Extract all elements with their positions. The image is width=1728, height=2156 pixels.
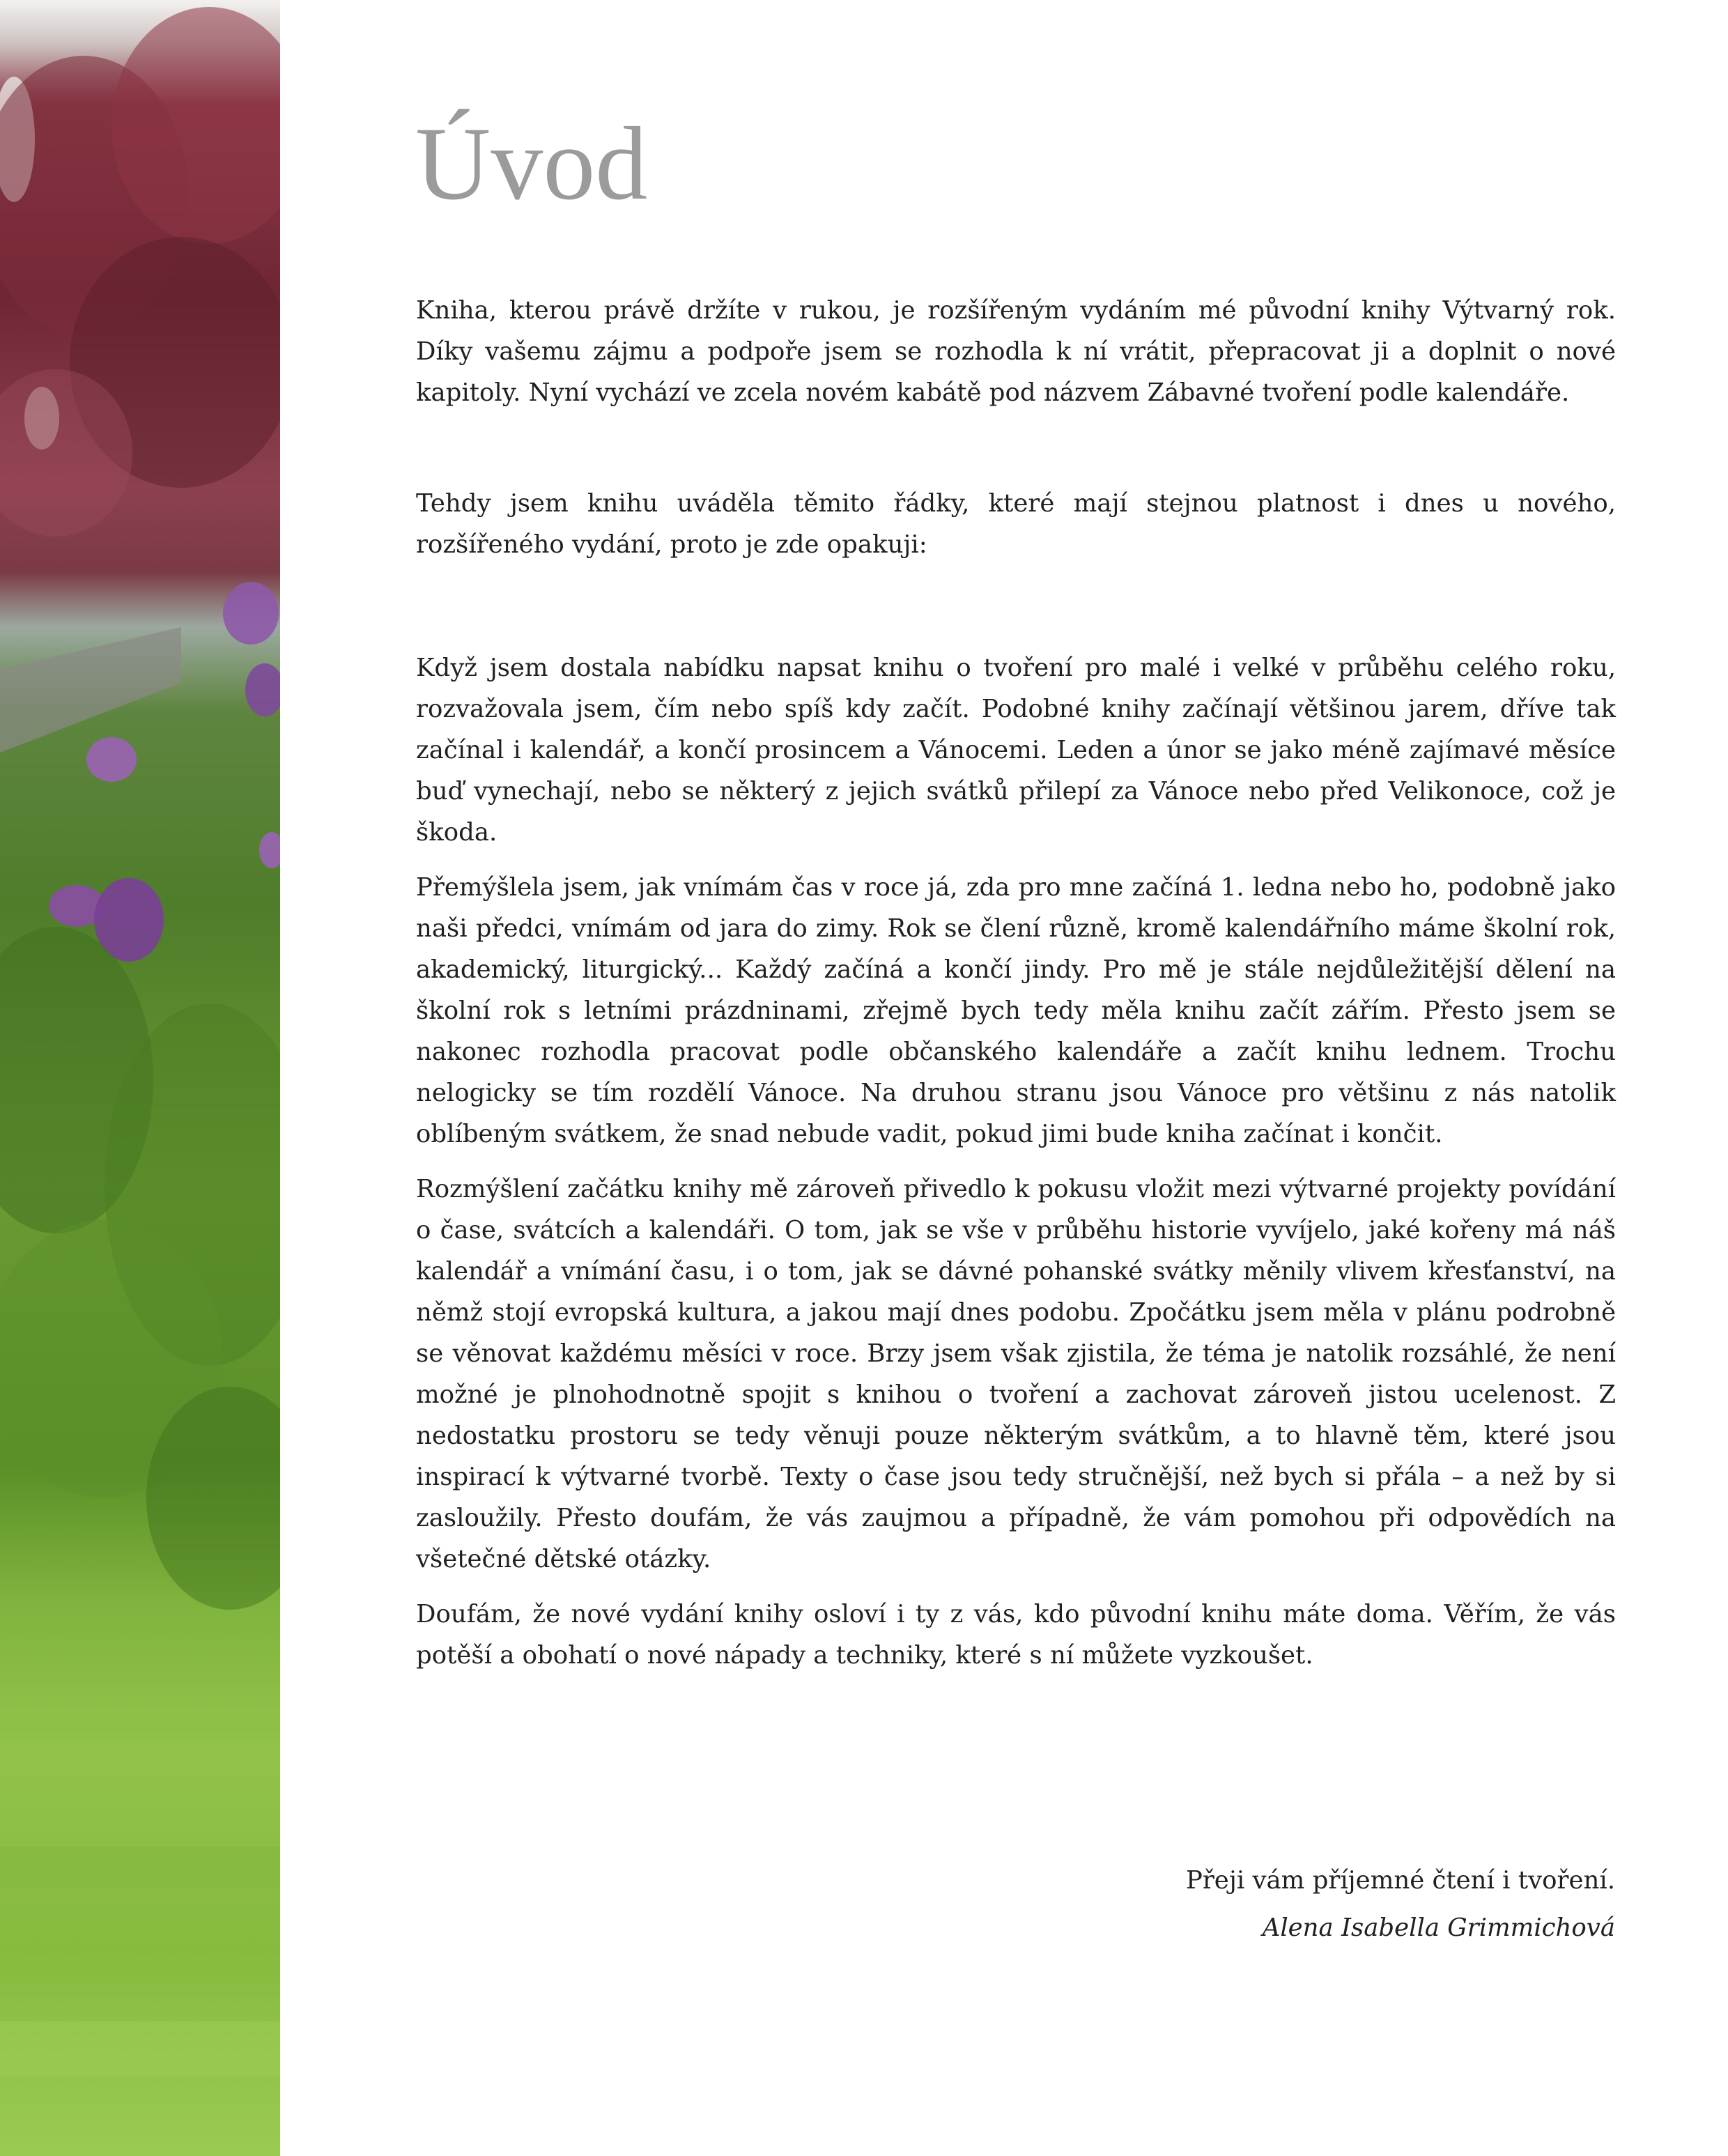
closing-wish: Přeji vám příjemné čtení i tvoření. <box>1185 1866 1615 1895</box>
body-text <box>416 290 1616 1676</box>
author-signature: Alena Isabella Grimmichová <box>1262 1914 1615 1942</box>
paragraph: Doufám, že nové vydání knihy osloví i ty z vás, kdo původní knihu máte doma. Věřím, že vás potěší a obohatí o nové nápady a techniky, které s ní můžete vyzkoušet. <box>416 1600 1616 1670</box>
garden-photo-strip <box>0 0 280 2156</box>
paragraph: Kniha, kterou právě držíte v rukou, je rozšířeným vydáním mé původní knihy Výtvarný rok. Díky vašemu zájmu a podpoře jsem se rozhodla k ní vrátit, přepracovat ji a doplnit o nové kapitoly. Nyní vychází ve zcela novém kabátě pod názvem Zábavné tvoření podle kalendáře. <box>416 296 1616 407</box>
paragraph: Tehdy jsem knihu uváděla těmito řádky, které mají stejnou platnost i dnes u nového, rozšířeného vydání, proto je zde opakuji: <box>416 489 1616 559</box>
paragraph: Když jsem dostala nabídku napsat knihu o tvoření pro malé i velké v průběhu celého roku, rozvažovala jsem, čím nebo spíš kdy začít. Podobné knihy začínají většinou jarem, dříve tak začínal i kalendář, a končí prosincem a Vánocemi. Leden a únor se jako méně zajímavé měsíce buď vynechají, nebo se některý z jejich svátků přilepí za Vánoce nebo před Velikonoce, což je škoda. <box>416 654 1616 847</box>
page-title: Úvod <box>415 106 648 222</box>
paragraph: Přemýšlela jsem, jak vnímám čas v roce já, zda pro mne začíná 1. ledna nebo ho, podobně jako naši předci, vnímám od jara do zimy. Rok se člení různě, kromě kalendářního máme školní rok, akademický, liturgický... Každý začíná a končí jindy. Pro mě je stále nejdůležitější dělení na školní rok s letními prázdninami, zřejmě bych tedy měla knihu začít zářím. Přesto jsem se nakonec rozhodla pracovat podle občanského kalendáře a začít knihu lednem. Trochu nelogicky se tím rozdělí Vánoce. Na druhou stranu jsou Vánoce pro většinu z nás natolik oblíbeným svátkem, že snad nebude vadit, pokud jimi bude kniha začínat i končit. <box>416 873 1616 1148</box>
closing-block <box>1186 1857 1615 1952</box>
garden-photo-illustration <box>0 0 280 2156</box>
paragraph: Rozmýšlení začátku knihy mě zároveň přivedlo k pokusu vložit mezi výtvarné projekty povídání o čase, svátcích a kalendáři. O tom, jak se vše v průběhu historie vyvíjelo, jaké kořeny má náš kalendář a vnímání času, i o tom, jak se dávné pohanské svátky měnily vlivem křesťanství, na němž stojí evropská kultura, a jakou mají dnes podobu. Zpočátku jsem měla v plánu podrobně se věnovat každému měsíci v roce. Brzy jsem však zjistila, že téma je natolik rozsáhlé, že není možné je plnohodnotně spojit s knihou o tvoření a zachovat zároveň jistou ucelenost. Z nedostatku prostoru se tedy věnuji pouze některým svátkům, a to hlavně těm, které jsou inspirací k výtvarné tvorbě. Texty o čase jsou tedy stručnější, než bych si přála – a než by si zasloužily. Přesto doufám, že vás zaujmou a případně, že vám pomohou při odpovědích na všetečné dětské otázky. <box>416 1175 1616 1573</box>
